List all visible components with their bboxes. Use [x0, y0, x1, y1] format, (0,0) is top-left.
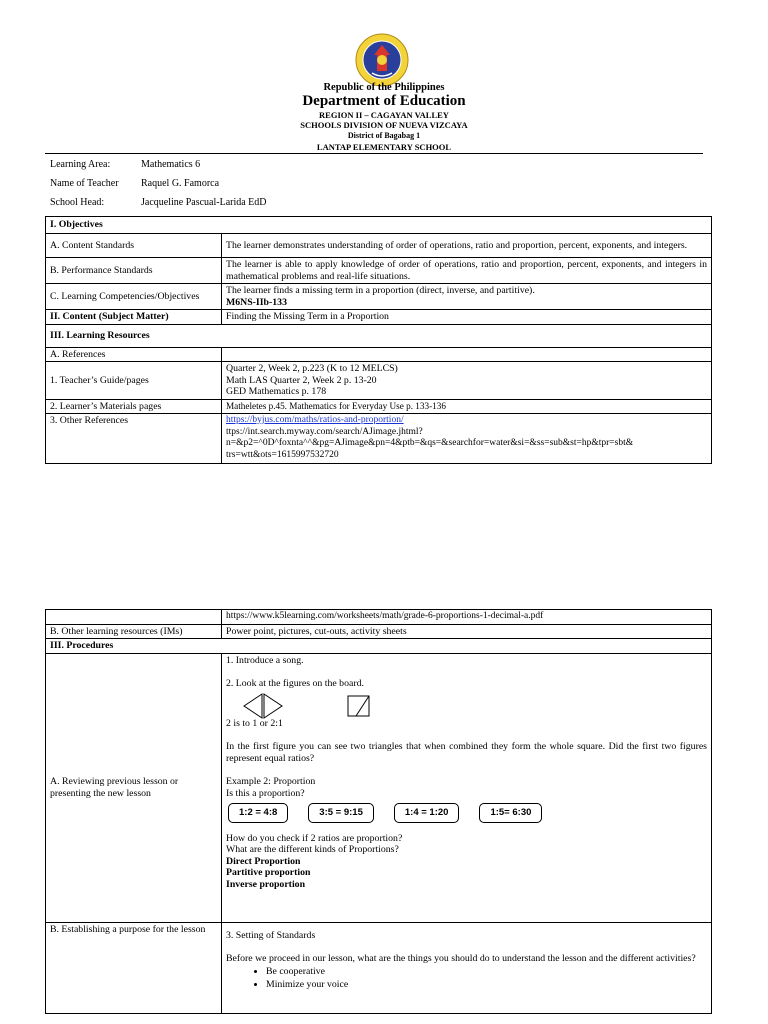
ratio-box: 1:4 = 1:20 [394, 803, 460, 823]
teachers-guide-value [222, 362, 712, 400]
kind-partitive: Partitive proportion [226, 867, 311, 878]
ratio-text: 2 is to 1 or 2:1 [226, 717, 283, 729]
school-heading: LANTAP ELEMENTARY SCHOOL [316, 142, 452, 152]
other-references-value [222, 414, 712, 464]
myway-url-line: n=&p2=^0D^foxnta^^&pg=AJimage&pn=4&ptb=&qs=&searchfor=water&si=&ss=sub&st=hp&tpr=sbt& [226, 438, 634, 448]
standard-item: • Minimize your voice [266, 978, 707, 991]
teacher-value: Raquel G. Famorca [141, 178, 220, 189]
content-standards-label: A. Content Standards [46, 234, 222, 258]
content-label: II. Content (Subject Matter) [46, 310, 222, 325]
step-1-text: 1. Introduce a song. [226, 654, 304, 666]
ratio-boxes [228, 803, 707, 823]
content-value: Finding the Missing Term in a Proportion [222, 310, 712, 325]
division-heading: SCHOOLS DIVISION OF NUEVA VIZCAYA [300, 120, 468, 130]
triangle-figures [240, 692, 400, 722]
other-learning-resources-value: Power point, pictures, cut-outs, activity sheets [222, 624, 712, 639]
blank-label [46, 610, 222, 625]
before-text: Before we proceed in our lesson, what are the things you should do to understand the lesson and the different activities? [226, 953, 696, 964]
teacher-info [50, 155, 267, 212]
tg-line: Quarter 2, Week 2, p.223 (K to 12 MELCS) [226, 363, 398, 374]
question-2-text: What are the different kinds of Proportions? [226, 844, 399, 855]
teacher-label: Name of Teacher [50, 178, 119, 189]
learning-area-value: Mathematics 6 [141, 159, 201, 170]
other-learning-resources-label: B. Other learning resources (IMs) [46, 624, 222, 639]
standards-list [226, 965, 707, 991]
step-2-text: 2. Look at the figures on the board. [226, 678, 364, 689]
competencies-text: The learner finds a missing term in a proportion (direct, inverse, and partitive). [226, 285, 535, 296]
header-divider [45, 153, 703, 154]
figures-row [226, 690, 707, 718]
question-1-text: How do you check if 2 ratios are proportion? [226, 832, 403, 844]
republic-heading: Republic of the Philippines [323, 82, 445, 93]
kind-direct: Direct Proportion [226, 855, 301, 867]
objectives-heading: I. Objectives [46, 217, 712, 234]
competency-code: M6NS-IIb-133 [226, 296, 287, 308]
school-head-value: Jacqueline Pascual-Larida EdD [141, 197, 267, 208]
myway-url-line: trs=wtt&ots=1615997532720 [226, 449, 339, 460]
school-head-label: School Head: [50, 197, 105, 208]
review-content [222, 653, 712, 922]
learners-materials-label: 2. Learner’s Materials pages [46, 399, 222, 414]
deped-seal-logo [355, 33, 409, 87]
tg-line: Math LAS Quarter 2, Week 2 p. 13-20 [226, 374, 377, 386]
purpose-content [222, 922, 712, 1013]
content-standards-value: The learner demonstrates understanding of order of operations, ratio and proportion, percent, exponents, and integers. [222, 234, 712, 258]
is-proportion-text: Is this a proportion? [226, 787, 305, 799]
district-heading: District of Bagabag 1 [347, 131, 421, 140]
resources-heading: III. Learning Resources [46, 324, 712, 347]
myway-url-line: ttps://int.search.myway.com/search/AJimage.jhtml? [226, 426, 423, 437]
performance-standards-value: The learner is able to apply knowledge of order of operations, ratio and proportion, percent, exponents, and integers in mathematical problems and real-life situations. [222, 258, 712, 284]
competencies-value [222, 284, 712, 310]
references-label: A. References [46, 347, 222, 362]
references-value [222, 347, 712, 362]
first-figure-text: In the first figure you can see two triangles that when combined they form the whole square. Did the first two figures represent equal ratios? [226, 741, 707, 764]
lesson-plan-table-1 [45, 216, 712, 464]
procedures-heading: III. Procedures [46, 639, 712, 654]
example-2-text: Example 2: Proportion [226, 776, 316, 787]
teachers-guide-label: 1. Teacher’s Guide/pages [46, 362, 222, 400]
lesson-plan-table-2 [45, 609, 712, 1014]
department-heading: Department of Education [302, 93, 466, 109]
kind-inverse: Inverse proportion [226, 878, 306, 890]
k5-link[interactable]: https://www.k5learning.com/worksheets/math/grade-6-proportions-1-decimal-a.pdf [222, 610, 712, 625]
byjus-link[interactable]: https://byjus.com/maths/ratios-and-proportion/ [226, 415, 404, 425]
purpose-label: B. Establishing a purpose for the lesson [46, 922, 222, 1013]
step-3-text: 3. Setting of Standards [226, 929, 316, 941]
learners-materials-value: Matheletes p.45. Mathematics for Everyday Use p. 133-136 [222, 399, 712, 414]
region-heading: REGION II – CAGAYAN VALLEY [319, 110, 449, 120]
ratio-box: 1:5= 6:30 [479, 803, 542, 823]
tg-line: GED Mathematics p. 178 [226, 386, 327, 397]
other-references-label: 3. Other References [46, 414, 222, 464]
review-label: A. Reviewing previous lesson or presenting the new lesson [46, 653, 222, 922]
competencies-label: C. Learning Competencies/Objectives [46, 284, 222, 310]
learning-area-label: Learning Area: [50, 159, 111, 170]
ratio-box: 1:2 = 4:8 [228, 803, 288, 823]
performance-standards-label: B. Performance Standards [46, 258, 222, 284]
ratio-box: 3:5 = 9:15 [308, 803, 374, 823]
standard-item: • Be cooperative [266, 965, 707, 978]
